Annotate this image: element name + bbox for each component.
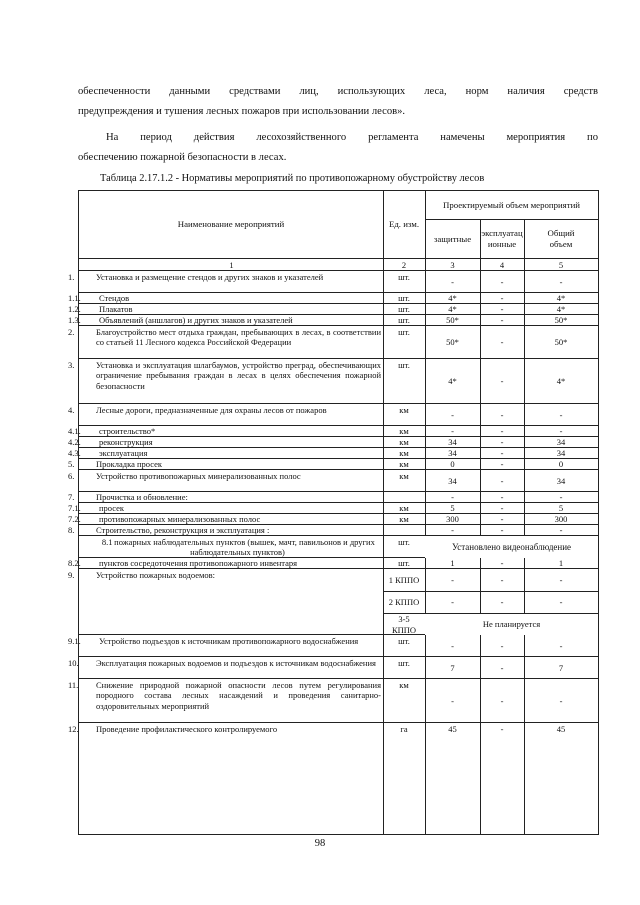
- row-divider: [425, 591, 598, 592]
- exploitation-value: -: [500, 448, 504, 459]
- measure-unit: км: [399, 405, 409, 415]
- body-paragraph-line: обеспечению пожарной безопасности в лесах.: [78, 152, 287, 163]
- exploitation-value: -: [500, 492, 504, 503]
- exploitation-value: -: [500, 558, 504, 569]
- measure-number: 7.: [68, 492, 75, 503]
- measure-unit: км: [399, 459, 409, 470]
- exploitation-value: -: [500, 337, 504, 348]
- measure-number: 12.: [68, 723, 79, 734]
- measure-number: 4.3.: [68, 448, 81, 459]
- table-row: [79, 535, 598, 558]
- exploitation-value: -: [500, 409, 504, 420]
- measure-name: [68, 679, 383, 723]
- measure-unit: 2 КППО: [383, 591, 425, 613]
- measure-text: Проведение профилактического контролируемого: [96, 723, 278, 734]
- table-row: [68, 678, 598, 723]
- col-number: 4: [499, 259, 505, 270]
- measure-text: пожарных наблюдательных пунктов (вышек, мачт, павильонов и других наблюдательных пунктов): [114, 537, 375, 558]
- measure-unit: км: [399, 426, 409, 437]
- measure-text: Прочистка и обновление:: [96, 492, 188, 503]
- measure-text: Устройство подъездов к источникам противопожарного водоснабжения: [99, 636, 359, 646]
- exploitation-value: -: [500, 437, 504, 448]
- exploitation-value: -: [500, 376, 504, 387]
- total-value: 34: [556, 437, 566, 448]
- total-value: -: [559, 409, 563, 420]
- protective-value: 4*: [448, 376, 457, 387]
- total-value: -: [559, 426, 563, 437]
- measure-text: Строительство, реконструкция и эксплуатация :: [96, 525, 270, 536]
- total-value: -: [559, 276, 563, 287]
- protective-value: -: [451, 426, 454, 437]
- header-unit: Ед. изм.: [388, 219, 420, 229]
- measure-unit: км: [399, 680, 409, 690]
- measure-name: [68, 359, 383, 404]
- table-row: [68, 358, 598, 404]
- measure-text: пунктов сосредоточения противопожарного инвентаря: [99, 558, 298, 569]
- table-row: [68, 270, 598, 293]
- col-number: 5: [558, 259, 564, 270]
- measure-number: 11.: [68, 680, 79, 690]
- total-value: 34: [556, 448, 566, 459]
- measure-name: [79, 536, 383, 558]
- measure-name: [68, 271, 383, 293]
- table-row: [68, 634, 598, 657]
- exploitation-value: -: [480, 591, 524, 613]
- col-number: 2: [401, 259, 407, 270]
- total-value: -: [559, 695, 563, 706]
- protective-value: -: [451, 525, 454, 536]
- measure-text: Устройство противопожарных минерализованных полос: [96, 471, 301, 481]
- table-caption: Таблица 2.17.1.2 - Нормативы мероприятий по противопожарному обустройству лесов: [100, 173, 485, 184]
- protective-value: -: [451, 276, 454, 287]
- protective-value: 50*: [446, 315, 459, 326]
- total-value: 4*: [556, 304, 566, 315]
- measure-unit: 3-5 КППО: [383, 613, 425, 635]
- header-name: Наименование мероприятий: [177, 219, 285, 229]
- measure-text: Плакатов: [99, 304, 133, 315]
- protective-value: -: [451, 492, 454, 503]
- measure-number: 7.1.: [68, 503, 81, 514]
- measure-name: [68, 635, 383, 657]
- exploitation-value: -: [500, 662, 504, 673]
- protective-value: 5: [450, 503, 455, 514]
- exploitation-value: -: [500, 574, 504, 585]
- measure-name: [68, 326, 383, 359]
- exploitation-value: -: [500, 640, 504, 651]
- measure-name: [68, 569, 383, 635]
- protective-value: 300: [446, 514, 459, 525]
- exploitation-value: -: [500, 426, 504, 437]
- col-number: 1: [229, 259, 234, 270]
- measure-unit: шт.: [398, 293, 410, 304]
- protective-value: -: [451, 409, 454, 420]
- measure-text: эксплуатация: [99, 448, 148, 459]
- measures-table: [68, 190, 599, 835]
- exploitation-value: -: [500, 475, 504, 486]
- exploitation-value: -: [500, 695, 504, 706]
- table-row: [68, 568, 598, 635]
- col-number: 3: [450, 259, 455, 270]
- header-exploitation: эксплуатационные: [481, 228, 523, 249]
- measure-unit: шт.: [398, 360, 410, 370]
- measure-text: строительство*: [99, 426, 156, 437]
- measure-unit: 1 КППО: [388, 574, 420, 585]
- protective-value: -: [451, 695, 454, 706]
- measure-unit: шт.: [398, 272, 410, 282]
- measure-number: 8.1: [101, 537, 113, 547]
- total-value: 7: [558, 662, 564, 673]
- measure-text: Эксплуатация пожарных водоемов и подъездов к источникам водоснабжения: [96, 658, 376, 668]
- measure-unit: шт.: [398, 304, 410, 315]
- table-row: [68, 469, 598, 492]
- measure-number: 1.: [68, 272, 75, 282]
- total-value: 0: [558, 459, 564, 470]
- exploitation-value: -: [500, 723, 504, 734]
- measure-text: Стендов: [99, 293, 130, 304]
- measure-text: Установка и эксплуатация шлагбаумов, устройство преград, обеспечивающих ограничение пребывания граждан в лесах в целях обеспечения пожарной безопасности: [96, 360, 381, 391]
- measure-number: 1.3.: [68, 315, 81, 326]
- exploitation-value: -: [500, 503, 504, 514]
- measure-unit: шт.: [398, 636, 410, 646]
- measure-text: Объявлений (аншлагов) и других знаков и указателей: [99, 315, 293, 326]
- protective-value: 45: [448, 723, 457, 734]
- total-value: -: [559, 574, 563, 585]
- total-value: 5: [558, 503, 564, 514]
- header-volume: Проектируемый объем мероприятий: [425, 191, 598, 220]
- total-value: 4*: [556, 293, 566, 304]
- table-row: [68, 722, 598, 735]
- measure-text: Лесные дороги, предназначенные для охраны лесов от пожаров: [96, 405, 327, 415]
- measure-unit: км: [399, 448, 409, 459]
- body-paragraph-line: На период действия лесохозяйственного регламента намечены мероприятия по: [106, 132, 598, 143]
- protective-value: 4*: [448, 304, 457, 315]
- protective-value: 34: [448, 475, 457, 486]
- measure-unit: шт.: [398, 558, 410, 569]
- protective-value: 4*: [448, 293, 457, 304]
- total-value: 50*: [554, 315, 568, 326]
- protective-value: -: [425, 591, 480, 613]
- body-paragraph-line: обеспеченности данными средствами лиц, использующих леса, норм наличия средств: [78, 86, 598, 97]
- measure-text: просек: [99, 503, 125, 514]
- table-row: [68, 403, 598, 426]
- measure-number: 1.2.: [68, 304, 81, 315]
- exploitation-value: -: [500, 315, 504, 326]
- measure-name: [68, 470, 383, 492]
- exploitation-value: -: [500, 304, 504, 315]
- measure-text: Установка и размещение стендов и других знаков и указателей: [96, 272, 324, 282]
- exploitation-value: -: [500, 276, 504, 287]
- page-number: 98: [314, 838, 326, 849]
- measure-number: 4.: [68, 405, 75, 415]
- measure-unit: км: [399, 471, 409, 481]
- measure-unit: км: [399, 514, 409, 525]
- header-total: Общий объем: [547, 228, 575, 249]
- measure-number: 8.2.: [68, 558, 81, 569]
- header-protective: защитные: [433, 233, 472, 244]
- total-value: -: [559, 492, 563, 503]
- exploitation-value: -: [500, 525, 504, 536]
- measure-number: 8.: [68, 525, 75, 536]
- total-value: 1: [558, 558, 564, 569]
- merged-value: Установлено видеонаблюдение: [425, 536, 598, 558]
- table-row: [68, 656, 598, 679]
- measure-unit: шт.: [398, 315, 410, 326]
- measure-number: 9.: [68, 570, 75, 580]
- measure-text: Прокладка просек: [96, 459, 163, 470]
- measure-text: противопожарных минерализованных полос: [99, 514, 261, 525]
- protective-value: -: [451, 574, 454, 585]
- measure-number: 10.: [68, 658, 79, 668]
- total-value: 300: [554, 514, 568, 525]
- measure-name: [68, 404, 383, 426]
- total-value: 4*: [556, 376, 566, 387]
- measure-text: Устройство пожарных водоемов:: [96, 570, 215, 580]
- measure-number: 9.1.: [68, 636, 81, 646]
- measure-number: 4.1.: [68, 426, 81, 437]
- measure-text: Снижение природной пожарной опасности лесов путем регулирования породного состава лесных насаждений и проведения санитарно-оздоровительных мероприятий: [96, 680, 381, 711]
- protective-value: 1: [450, 558, 455, 569]
- measure-unit: шт.: [398, 658, 410, 668]
- measure-unit: шт.: [398, 327, 410, 337]
- measure-number: 7.2.: [68, 514, 81, 525]
- exploitation-value: -: [500, 293, 504, 304]
- total-value: -: [524, 591, 598, 613]
- measure-name: [68, 723, 383, 735]
- protective-value: 0: [450, 459, 455, 470]
- total-value: -: [559, 640, 563, 651]
- exploitation-value: -: [500, 514, 504, 525]
- table-row: [68, 325, 598, 359]
- measure-number: 4.2.: [68, 437, 81, 448]
- total-value: 34: [556, 475, 566, 486]
- measure-number: 1.1.: [68, 293, 81, 304]
- protective-value: 34: [448, 437, 457, 448]
- protective-value: 34: [448, 448, 457, 459]
- measure-number: 2.: [68, 327, 75, 337]
- measure-text: реконструкция: [99, 437, 153, 448]
- measure-name: [68, 657, 383, 679]
- total-value: -: [559, 525, 563, 536]
- measure-unit: шт.: [398, 537, 410, 547]
- protective-value: 50*: [446, 337, 459, 348]
- table-header-row: [79, 191, 598, 258]
- measure-unit: га: [400, 723, 408, 734]
- protective-value: -: [451, 640, 454, 651]
- measure-text: Благоустройство мест отдыха граждан, пребывающих в лесах, в соответствии со статьей 11 Лесного кодекса Российской Федерации: [96, 327, 381, 348]
- exploitation-value: -: [500, 459, 504, 470]
- measure-number: 3.: [68, 360, 75, 370]
- measure-number: 5.: [68, 459, 75, 470]
- total-value: 45: [556, 723, 566, 734]
- protective-value: 7: [450, 662, 455, 673]
- measure-number: 6.: [68, 471, 75, 481]
- measure-unit: км: [399, 503, 409, 514]
- total-value: 50*: [554, 337, 568, 348]
- measure-unit: км: [399, 437, 409, 448]
- merged-value: Не планируется: [425, 613, 598, 635]
- body-paragraph-line: предупреждения и тушения лесных пожаров при использовании лесов».: [78, 106, 406, 117]
